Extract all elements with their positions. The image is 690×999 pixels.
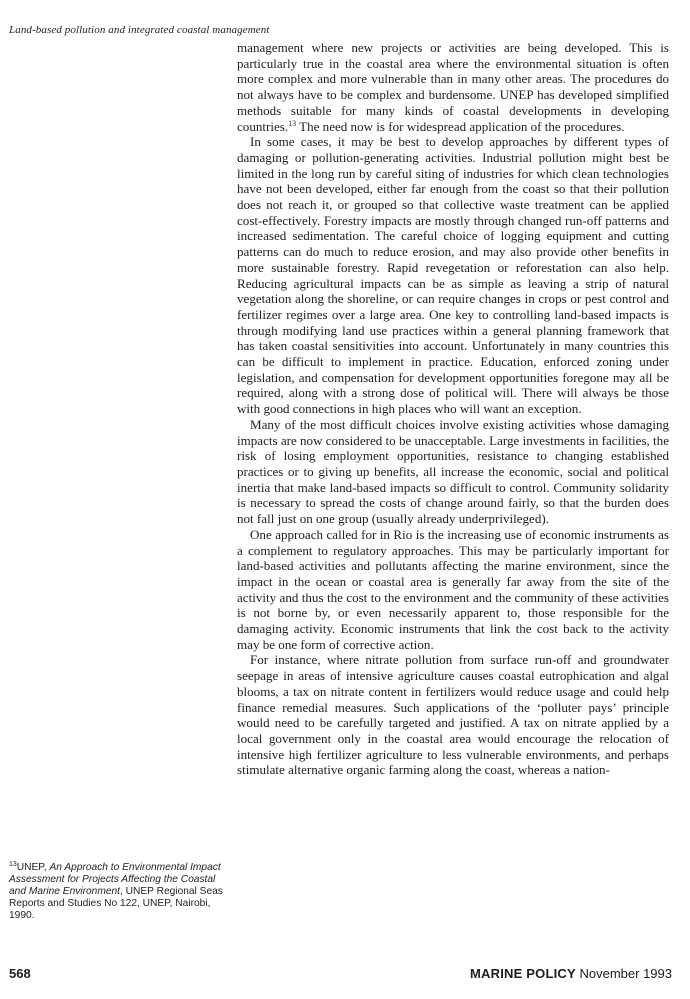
paragraph-1 bbox=[237, 40, 669, 134]
paragraph-1-text: management where new projects or activities are being developed. This is particularly true in the coastal area where the environmental situation is often more complex and more vulnerable than in many other areas. The procedures do not always have to be complex and burdensome. UNEP has developed simplified methods suitable for many kinds of coastal developments in developing countries. bbox=[237, 40, 669, 134]
footnote-ref-13[interactable]: 13 bbox=[288, 118, 297, 128]
paragraph-4: One approach called for in Rio is the increasing use of economic instruments as a complement to regulatory approaches. This may be particularly important for land-based activities and pollutants affecting the marine environment, since the impact in the ocean or coastal area is generally far away from the site of the activity and thus the cost to the environment and the community of these activities is not borne by, or even necessarily apparent to, those responsible for the damaging activity. Economic instruments that link the cost back to the activity may be one form of corrective action. bbox=[237, 526, 669, 652]
footnote-number: 13 bbox=[9, 861, 17, 868]
paragraph-1-text-end: The need now is for widespread application of the procedures. bbox=[296, 118, 625, 134]
page-footer bbox=[0, 966, 690, 986]
paragraph-2: In some cases, it may be best to develop approaches by different types of damaging or pollution-generating activities. Industrial pollution might best be limited in the long run by careful siting of industries for which clean technologies have not been developed, either far enough from the coast so that their pollution does not reach it, or grouped so that collective waste treatment can be applied cost-effectively. Forestry impacts are mostly through changed run-off patterns and increased sedimentation. The careful choice of logging equipment and cutting patterns can do much to reduce erosion, and may also provide other benefits in more sustainable forestry. Rapid revegetation or reforestation can also help. Reducing agricultural impacts can be as simple as leaving a strip of natural vegetation along the shoreline, or can require changes in crops or pest control and fertilizer regimes over a large area. One key to controlling land-based impacts is through modifying land use practices within a general planning framework that has taken coastal sensitivities into account. Unfortunately in many countries this can be difficult to implement in practice. Education, enforced zoning under legislation, and compensation for development opportunities foregone may all be required, along with a strong dose of political will. There will always be those with good connections in high places who will want an exception. bbox=[237, 134, 669, 417]
footnote-title: An Approach to Environmental Impact Assessment for Projects Affecting the Coastal and Marine Environment bbox=[9, 862, 221, 898]
footnote-prefix: UNEP, bbox=[16, 862, 50, 873]
journal-reference bbox=[470, 966, 672, 981]
page-number: 568 bbox=[9, 966, 31, 981]
body-text-column bbox=[237, 40, 669, 778]
footnote-13 bbox=[9, 862, 227, 922]
footnote-rest: , UNEP Regional Seas Reports and Studies No 122, UNEP, Nairobi, 1990. bbox=[9, 886, 223, 922]
paragraph-5: For instance, where nitrate pollution from surface run-off and groundwater seepage in areas of intensive agriculture causes coastal eutrophication and algal blooms, a tax on nitrate content in fertilizers would reduce usage and could help finance remedial measures. Such applications of the ‘polluter pays’ principle would need to be carefully targeted and justified. A tax on nitrate applied by a local government only in the coastal area would encourage the relocation of intensive high fertilizer agriculture to less vulnerable environments, and perhaps stimulate alternative organic farming along the coast, whereas a nation- bbox=[237, 652, 669, 778]
running-head: Land-based pollution and integrated coastal management bbox=[9, 24, 270, 36]
issue-date: November 1993 bbox=[575, 966, 672, 981]
journal-name: MARINE POLICY bbox=[469, 966, 576, 981]
paragraph-3: Many of the most difficult choices involve existing activities whose damaging impacts are now considered to be unacceptable. Large investments in facilities, the risk of losing employment opportunities, resistance to changing established practices or to giving up benefits, all increase the economic, social and political inertia that make land-based impacts so difficult to control. Community solidarity is necessary to spread the costs of change around fairly, so that the burden does not fall just on one group (usually already underprivileged). bbox=[237, 416, 669, 527]
